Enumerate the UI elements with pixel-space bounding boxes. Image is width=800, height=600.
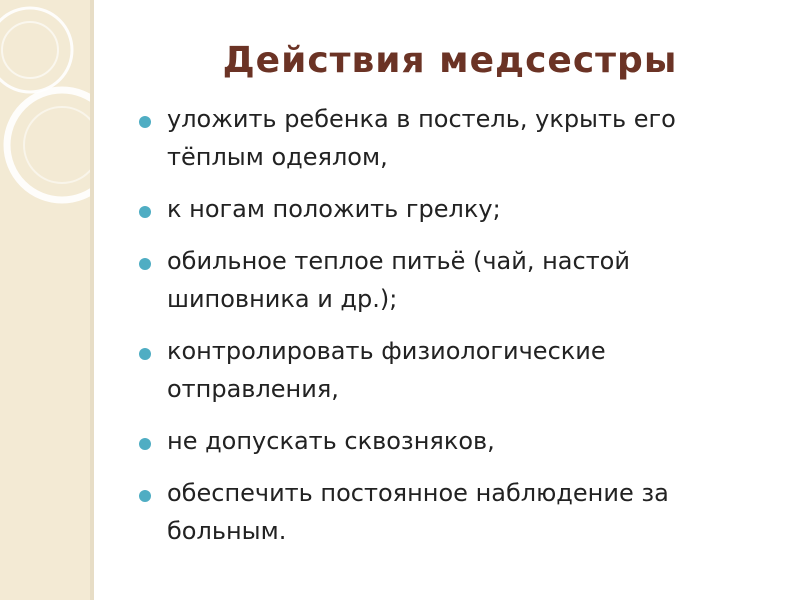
bullet-text: обеспечить постоянное наблюдение за больным. (167, 479, 669, 545)
bullet-dot-icon (139, 438, 151, 450)
bullet-dot-icon (139, 258, 151, 270)
bullet-dot-icon (139, 490, 151, 502)
bullet-text: не допускать сквозняков, (167, 427, 495, 455)
decorative-circles-icon (0, 0, 90, 600)
list-item (137, 100, 777, 176)
bullet-dot-icon (139, 348, 151, 360)
bullet-text: уложить ребенка в постель, укрыть его тёплым одеялом, (167, 105, 676, 171)
bullet-text: к ногам положить грелку; (167, 195, 501, 223)
bullet-text: обильное теплое питьё (чай, настой шиповника и др.); (167, 247, 630, 313)
list-item (137, 190, 777, 228)
bullet-text: контролировать физиологические отправления, (167, 337, 606, 403)
bullet-list (137, 100, 777, 564)
list-item (137, 474, 777, 550)
slide-title: Действия медсестры (222, 40, 678, 81)
bullet-dot-icon (139, 206, 151, 218)
list-item (137, 242, 777, 318)
list-item (137, 422, 777, 460)
decorative-side-panel (0, 0, 94, 600)
bullet-dot-icon (139, 116, 151, 128)
list-item (137, 332, 777, 408)
